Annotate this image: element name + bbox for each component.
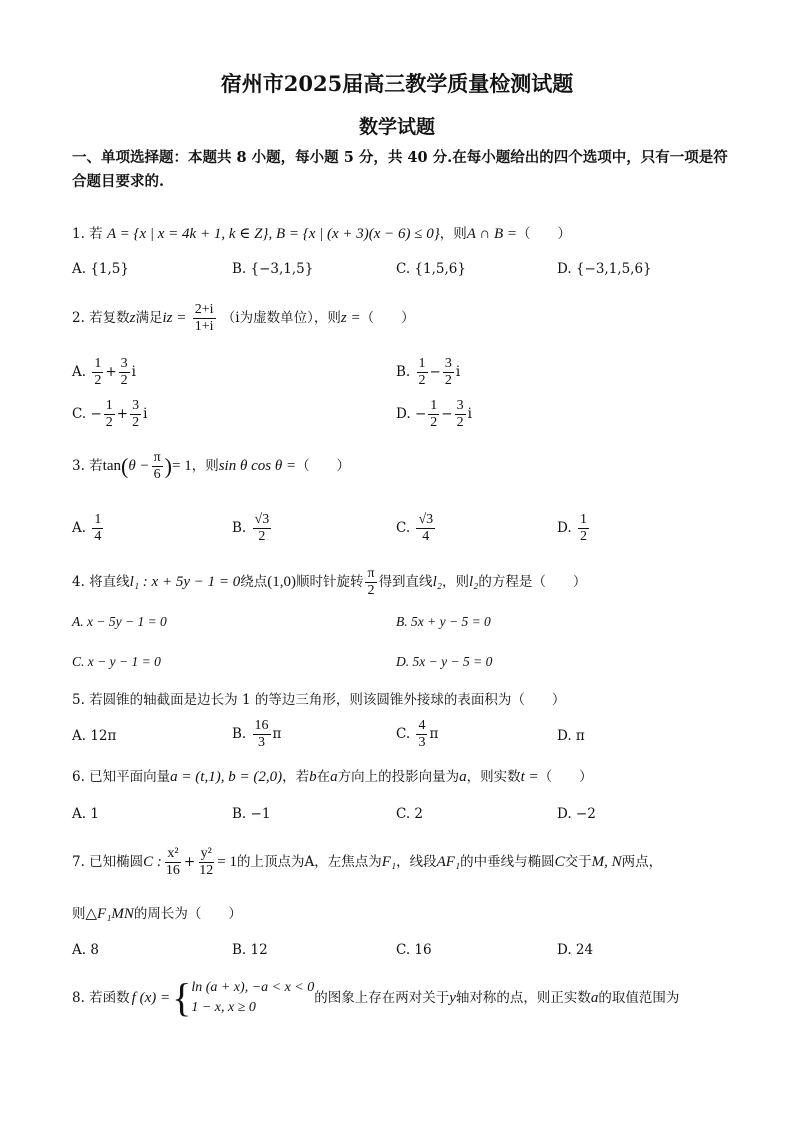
question-7-line-2: 则△F₁MN的周长为（ ）	[72, 906, 242, 922]
question-6: 6. 已知平面向量a = (t,1), b = (2,0)，若b在a方向上的投影向量为a，则实数t =（ ）	[72, 769, 593, 785]
q1-expr: A ∩ B =	[466, 226, 518, 242]
q7-option-c: C. 16	[396, 942, 432, 958]
q4-option-a: A. x − 5y − 1 = 0	[72, 614, 167, 629]
q7-option-b: B. 12	[232, 942, 268, 958]
q5-option-a: A. 12π	[72, 728, 117, 744]
page-title: 宿州市2025届高三教学质量检测试题	[220, 71, 574, 96]
q2-option-c: C. − $\frac{1}{2}$ + $\frac{3}{2}$ i	[72, 398, 148, 430]
q1-ask: ，则	[439, 226, 467, 242]
q5-option-d: D. π	[557, 728, 585, 744]
q1-option-c: C. {1,5,6}	[396, 261, 466, 277]
section-heading: 一、单项选择题：本题共 8 小题，每小题 5 分，共 40 分.在每小题给出的四个选项中，只有一项是符合题目要求的.	[72, 149, 728, 190]
q2-option-b: B. $\frac{1}{2}$ − $\frac{3}{2}$ i	[396, 356, 461, 388]
q1-set-a: A = {x | x = 4k + 1, k ∈ Z}	[106, 226, 269, 242]
q2-ze: z =	[340, 310, 361, 326]
q4-option-b: B. 5x + y − 5 = 0	[396, 614, 491, 629]
q1-option-d: D. {−3,1,5,6}	[557, 261, 652, 277]
question-3: 3. 若tan(θ − $\frac{\pi}{6}$ )= 1，则sin θ cos θ =（ ）	[72, 450, 351, 482]
q6-option-a: A. 1	[72, 806, 99, 822]
question-1	[72, 224, 571, 244]
q2-fraction: $\frac{2+i}{1+i}$	[194, 302, 214, 334]
q5-option-c: C. $\frac{4}{3}$ π	[396, 718, 439, 750]
q2-paren: （ ）	[360, 310, 415, 326]
q3-option-d: D. $\frac{1}{2}$	[557, 512, 587, 544]
q8-piecewise: { ln (a + x), −a < x < 0 1 − x, x ≥ 0	[172, 975, 315, 1020]
question-5: 5. 若圆锥的轴截面是边长为 1 的等边三角形，则该圆锥外接球的表面积为（ ）	[72, 692, 566, 708]
q1-paren: （ ）	[517, 226, 572, 242]
q2-text1: 满足	[135, 310, 163, 326]
question-4: 4. 将直线l₁ : x + 5y − 1 = 0绕点(1,0)顺时针旋转 $\frac{\pi}{2}$ 得到直线l₂，则l₂的方程是（ ）	[72, 566, 587, 598]
q2-option-d: D. − $\frac{1}{2}$ − $\frac{3}{2}$ i	[396, 398, 472, 430]
q2-iz: iz =	[162, 310, 187, 326]
q2-num: 2. 若复数	[72, 310, 130, 326]
q7-option-a: A. 8	[72, 942, 99, 958]
question-7: 7. 已知椭圆C : $\frac{\text{x²}}{16}$ + $\frac{\text{y²}}{12}$ = 1的上顶点为A，左焦点为F₁，线段AF₁的中垂线与椭圆C交于M, N两点，	[72, 846, 663, 878]
q5-option-b: B. $\frac{16}{3}$ π	[232, 718, 282, 750]
q4-option-d: D. 5x − y − 5 = 0	[396, 654, 493, 669]
q2-text2: （i为虚数单位），则	[221, 310, 341, 326]
q3-option-a: A. $\frac{1}{4}$	[72, 512, 102, 544]
q1-set-b: , B = {x | (x + 3)(x − 6) ≤ 0}	[268, 226, 440, 242]
q2-z: z	[129, 310, 136, 326]
q1-option-a: A. {1,5}	[72, 261, 129, 277]
q2-option-a: A. $\frac{1}{2}$ + $\frac{3}{2}$ i	[72, 356, 136, 388]
page-subtitle: 数学试题	[358, 116, 435, 138]
question-8: 8. 若函数 f (x) = { ln (a + x), −a < x < 0 1 − x, x ≥ 0 的图象上存在两对关于 y 轴对称的点，则正实数 a 的取值范围为	[72, 975, 680, 1020]
q1-num: 1. 若	[72, 226, 103, 242]
question-2	[72, 302, 415, 335]
q6-option-c: C. 2	[396, 806, 424, 822]
q4-option-c: C. x − y − 1 = 0	[72, 654, 161, 669]
q3-option-c: C. $\frac{√3}{4}$	[396, 512, 434, 544]
q6-option-d: D. −2	[557, 806, 596, 822]
q3-option-b: B. $\frac{√3}{2}$	[232, 512, 270, 544]
q6-option-b: B. −1	[232, 806, 271, 822]
q7-option-d: D. 24	[557, 942, 594, 958]
q1-option-b: B. {−3,1,5}	[232, 261, 314, 277]
